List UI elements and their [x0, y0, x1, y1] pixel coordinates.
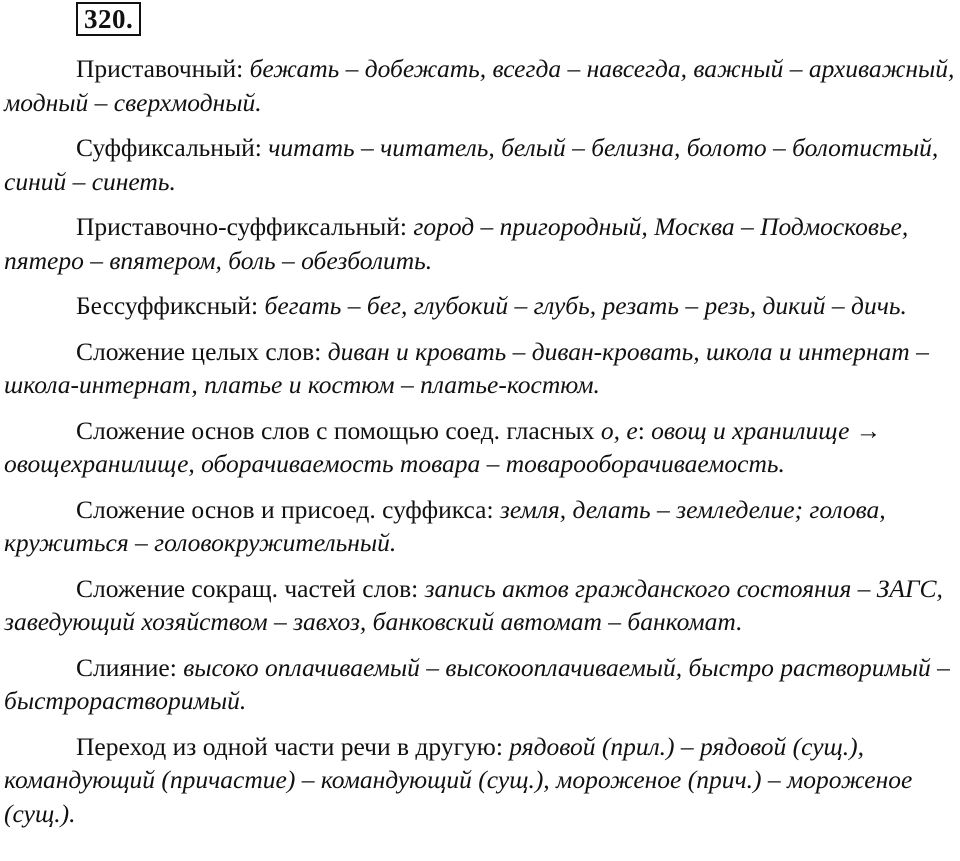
method-label: Суффиксальный: [76, 133, 262, 162]
connecting-vowels: о, е [600, 415, 638, 445]
exercise-number: 320. [84, 4, 134, 34]
method-examples: земля, делать – земледелие; голова, кружиться – головокружительный. [4, 494, 886, 557]
paragraph-conversion-method [4, 730, 958, 831]
method-examples: читать – читатель, белый – белизна, болото – болотистый, синий – синеть. [4, 133, 939, 196]
paragraph-stem-suffix-compounding [4, 493, 958, 560]
method-label: Сложение основ и присоед. суффикса: [76, 494, 494, 524]
method-label: Слияние: [76, 652, 177, 682]
method-examples: город – пригородный, Москва – Подмосковье, пятеро – впятером, боль – обезболить. [4, 212, 909, 275]
paragraph-prefix-method [4, 52, 958, 119]
method-examples: рядовой (прил.) – рядовой (сущ.), командующий (причастие) – командующий (сущ.), мороженое (прич.) – мороженое (сущ.). [4, 731, 913, 828]
method-examples: овощ и хранилище → овощехранилище, оборачиваемость товара – товарооборачиваемость. [4, 415, 882, 478]
method-label: Сложение целых слов: [76, 336, 322, 366]
paragraph-prefix-suffix-method [4, 210, 958, 277]
paragraph-whole-word-compounding [4, 335, 958, 402]
method-label: Сложение сокращ. частей слов: [76, 573, 419, 603]
method-examples: высоко оплачиваемый – высокооплачиваемый, быстро растворимый – быстрорастворимый. [4, 652, 950, 715]
method-examples: бежать – добежать, всегда – навсегда, важный – архиважный, модный – сверхмодный. [4, 54, 955, 117]
method-label: Приставочно-суффиксальный: [76, 212, 408, 241]
paragraph-stem-vowel-compounding [4, 414, 958, 481]
exercise-content [4, 52, 958, 830]
paragraph-suffixless-method [4, 289, 958, 323]
method-label: Переход из одной части речи в другую: [76, 731, 503, 761]
method-examples: бегать – бег, глубокий – глубь, резать – резь, дикий – дичь. [264, 291, 907, 320]
method-examples: диван и кровать – диван-кровать, школа и интернат – школа-интернат, платье и костюм – платье-костюм. [4, 336, 929, 399]
paragraph-fusion-method [4, 651, 958, 718]
exercise-number-box [76, 2, 141, 36]
method-label: Сложение основ слов с помощью соед. гласных [76, 415, 595, 445]
paragraph-abbreviation-compounding [4, 572, 958, 639]
method-label: Бессуффиксный: [76, 291, 259, 320]
method-examples: запись актов гражданского состояния – ЗАГС, заведующий хозяйством – завхоз, банковский автомат – банкомат. [4, 573, 943, 636]
method-label: Приставочный: [76, 54, 244, 83]
paragraph-suffix-method [4, 131, 958, 198]
method-label-colon: : [637, 415, 645, 445]
